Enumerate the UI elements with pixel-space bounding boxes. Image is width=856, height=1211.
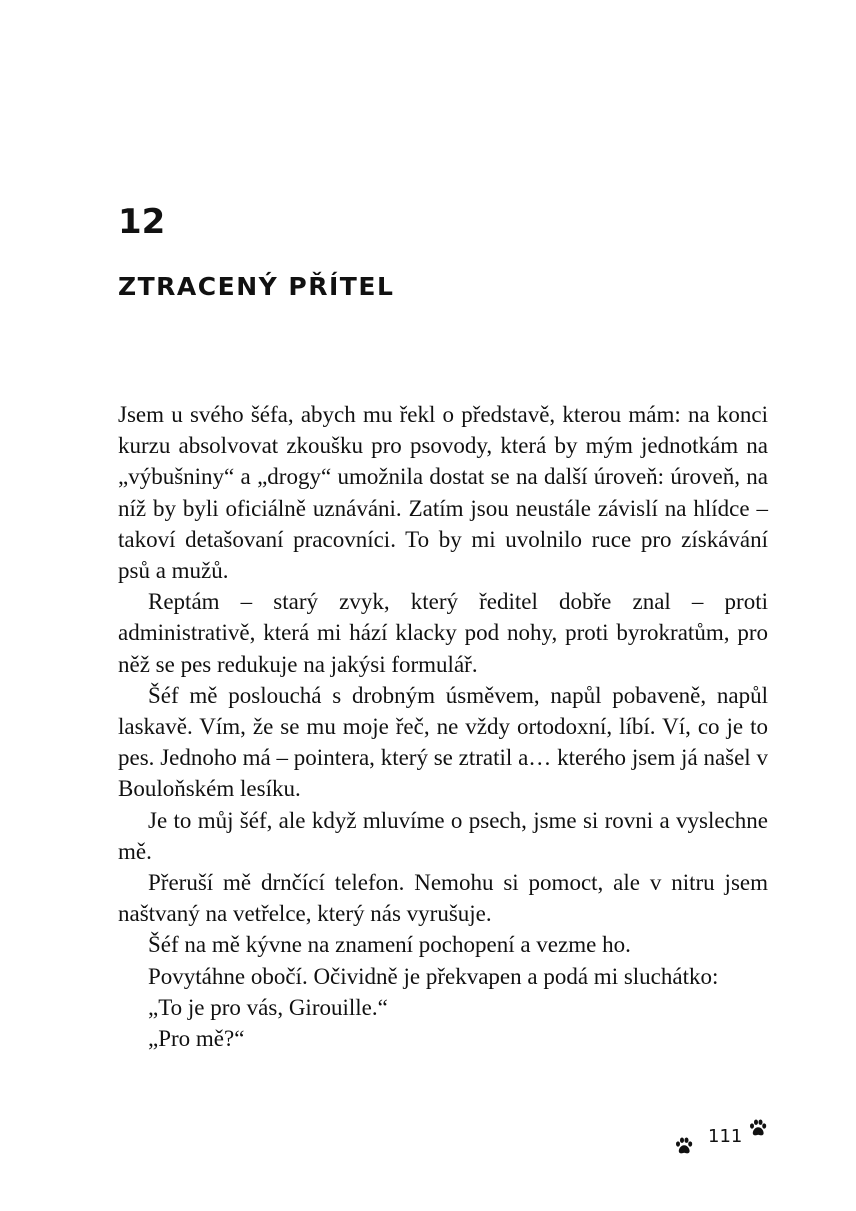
- paragraph: Povytáhne obočí. Očividně je překvapen a podá mi sluchátko:: [148, 963, 719, 989]
- paragraph: Šéf na mě kývne na znamení pochopení a vezme ho.: [148, 932, 631, 958]
- paw-print-icon: [748, 1118, 768, 1138]
- paragraph: „Pro mě?“: [148, 1026, 245, 1052]
- paw-print-icon: [674, 1136, 694, 1156]
- paragraph: Je to můj šéf, ale když mluvíme o psech, jsme si rovni a vyslechne mě.: [118, 807, 768, 864]
- paragraph: Přeruší mě drnčící telefon. Nemohu si pomoct, ale v nitru jsem naštvaný na vetřelce, který nás vyrušuje.: [118, 870, 768, 927]
- chapter-body: [118, 399, 768, 1054]
- paragraph: Jsem u svého šéfa, abych mu řekl o představě, kterou mám: na konci kurzu absolvovat zkoušku pro psovody, která by mým jednotkám na „výbušniny“ a „drogy“ umožnila dostat se na další úroveň: úroveň, na níž by byli oficiálně uznáváni. Zatím jsou neustále závislí na hlídce – takoví detašovaní pracovníci. To by mi uvolnilo ruce pro získávání psů a mužů.: [118, 402, 768, 584]
- paragraph: Šéf mě poslouchá s drobným úsměvem, napůl pobaveně, napůl laskavě. Vím, že se mu moje řeč, ne vždy ortodoxní, líbí. Ví, co je to pes. Jednoho má – pointera, který se ztratil a… kterého jsem já našel v Bouloňském lesíku.: [118, 682, 768, 802]
- page-number: 111: [708, 1126, 743, 1147]
- chapter-number: 12: [118, 202, 166, 242]
- paragraph: „To je pro vás, Girouille.“: [148, 994, 388, 1020]
- chapter-title: ZTRACENÝ PŘÍTEL: [118, 272, 395, 301]
- page-footer: [672, 1118, 772, 1162]
- paragraph: Reptám – starý zvyk, který ředitel dobře znal – proti administrativě, která mi hází klacky pod nohy, proti byrokratům, pro něž se pes redukuje na jakýsi formulář.: [118, 589, 768, 677]
